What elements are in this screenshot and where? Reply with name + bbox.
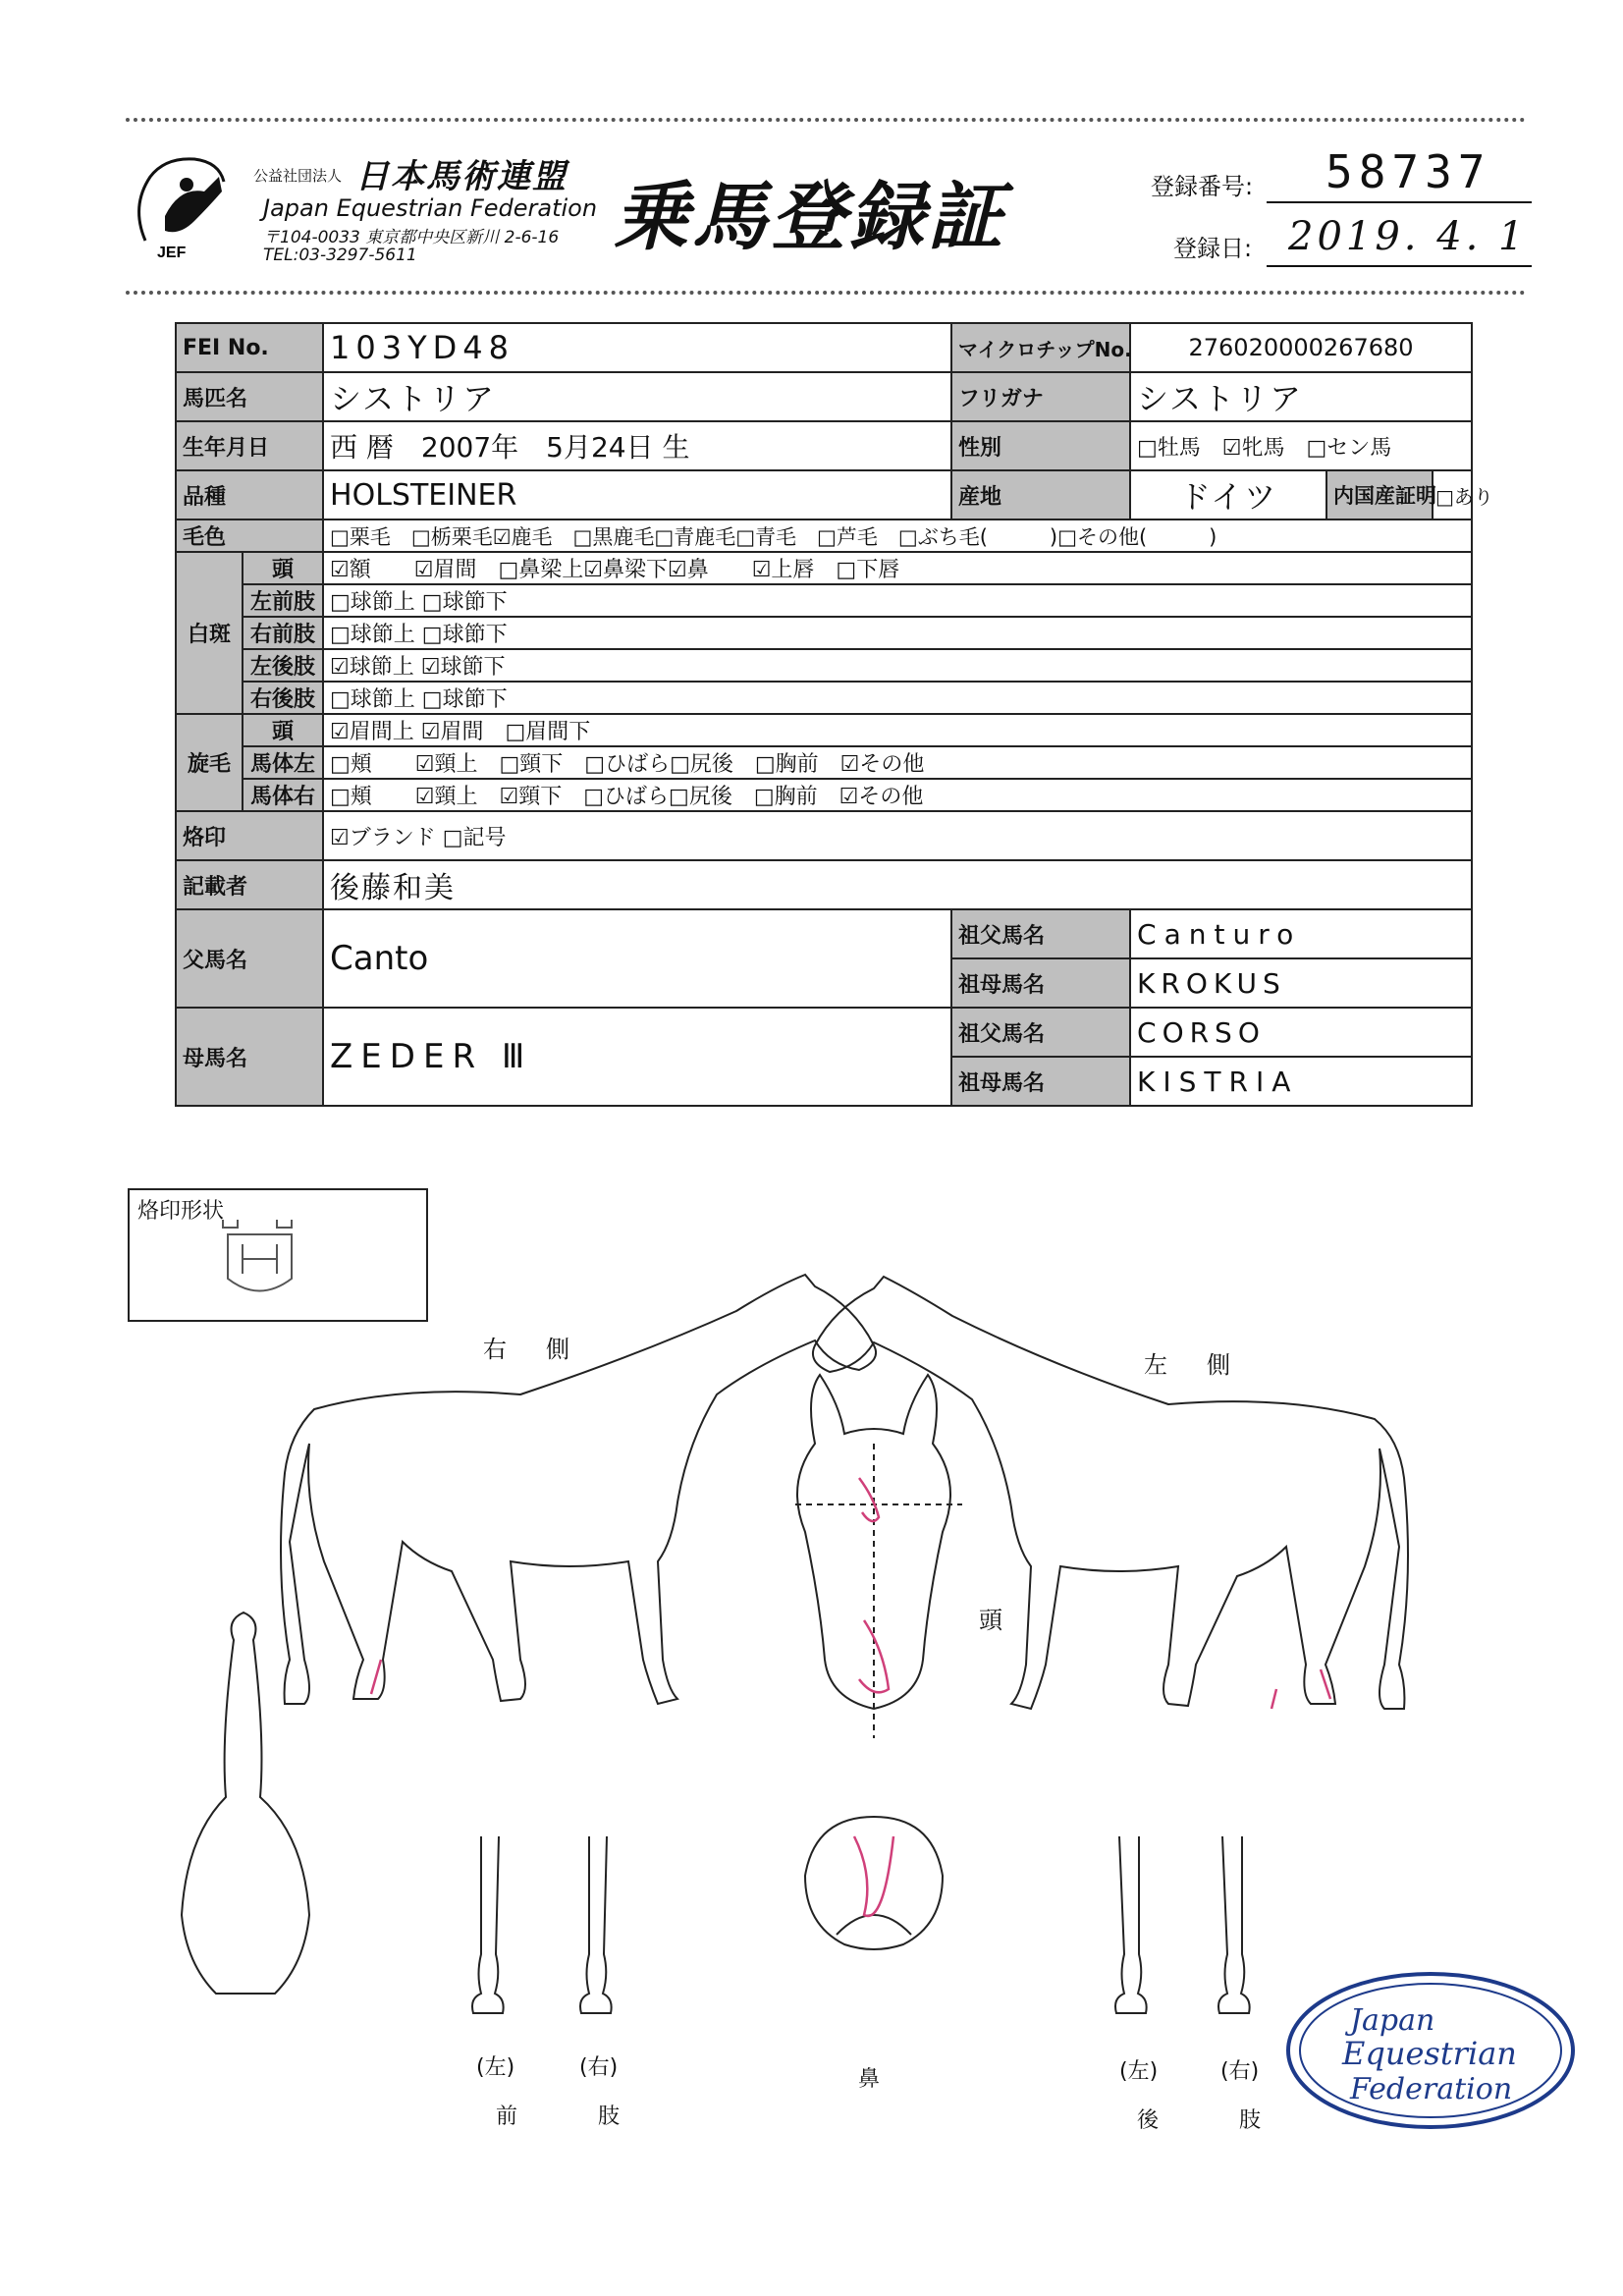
white-part-right-hind: 右後肢 <box>243 682 323 714</box>
org-tel: TEL:03-3297-5611 <box>263 246 417 265</box>
fore-right-leg-outline <box>580 1836 612 2013</box>
white-value-left-hind: ☑球節上 ☑球節下 <box>323 649 1472 682</box>
seal-line-1: Japan <box>1350 2003 1435 2038</box>
granddam-1-value: KROKUS <box>1130 958 1472 1008</box>
reg-date-underline <box>1267 265 1532 267</box>
birth-label: 生年月日 <box>176 421 323 470</box>
furigana-label: フリガナ <box>951 372 1130 421</box>
white-part-right-fore: 右前肢 <box>243 617 323 649</box>
grandsire-1-label: 祖父馬名 <box>951 909 1130 958</box>
white-value-head: ☑額 ☑眉間 □鼻梁上☑鼻梁下☑鼻 ☑上唇 □下唇 <box>323 552 1472 584</box>
whorl-value-left-body: □頬 ☑頸上 □頸下 □ひばら□尻後 □胸前 ☑その他 <box>323 746 1472 779</box>
whorl-label: 旋毛 <box>176 714 243 811</box>
grandsire-2-label: 祖父馬名 <box>951 1008 1130 1057</box>
org-address: 〒104-0033 東京都中央区新川 2-6-16 <box>263 228 560 247</box>
coat-value: □栗毛 □栃栗毛☑鹿毛 □黒鹿毛□青鹿毛□青毛 □芦毛 □ぶち毛( )□その他( ) <box>323 519 1472 552</box>
grandsire-1-value: Canturo <box>1130 909 1472 958</box>
dam-value: ZEDER Ⅲ <box>323 1008 951 1106</box>
hind-left-leg-outline <box>1115 1836 1147 2013</box>
seal-line-2: Equestrian <box>1342 2035 1517 2072</box>
sire-label: 父馬名 <box>176 909 323 1008</box>
sire-value: Canto <box>323 909 951 1008</box>
domestic-value: □あり <box>1433 470 1472 519</box>
white-part-left-hind: 左後肢 <box>243 649 323 682</box>
fore-limb-label: 前 肢 <box>496 2105 650 2129</box>
reg-date-label: 登録日: <box>1173 235 1253 262</box>
left-side-label: 左側 <box>1144 1351 1270 1379</box>
origin-label: 産地 <box>951 470 1130 519</box>
white-part-head: 頭 <box>243 552 323 584</box>
chip-value: 276020000267680 <box>1130 323 1472 372</box>
grandsire-2-value: CORSO <box>1130 1008 1472 1057</box>
fore-left-label: (左) <box>476 2055 515 2080</box>
reg-date-value: 2019. 4. 1 <box>1288 214 1528 259</box>
writer-label: 記載者 <box>176 860 323 909</box>
birth-value: 西 暦 2007年 5月24日 生 <box>323 421 951 470</box>
name-label: 馬匹名 <box>176 372 323 421</box>
hind-limb-label: 後 肢 <box>1137 2108 1291 2133</box>
furigana-value: シストリア <box>1130 372 1472 421</box>
granddam-2-label: 祖母馬名 <box>951 1057 1130 1106</box>
hind-right-label: (右) <box>1220 2059 1260 2084</box>
white-marking-label: 白斑 <box>176 552 243 714</box>
white-part-left-fore: 左前肢 <box>243 584 323 617</box>
org-english-name: Japan Equestrian Federation <box>263 194 598 222</box>
nose-outline <box>805 1817 943 1949</box>
origin-value: ドイツ <box>1130 470 1326 519</box>
sex-value: □牡馬 ☑牝馬 □セン馬 <box>1130 421 1472 470</box>
whorl-part-head: 頭 <box>243 714 323 746</box>
coat-label: 毛色 <box>176 519 323 552</box>
whorl-value-right-body: □頬 ☑頸上 ☑頸下 □ひばら□尻後 □胸前 ☑その他 <box>323 779 1472 811</box>
seal-line-3: Federation <box>1350 2072 1513 2106</box>
domestic-label: 内国産証明 <box>1326 470 1433 519</box>
fore-right-label: (右) <box>579 2055 619 2080</box>
left-side-horse-outline <box>813 1277 1408 1709</box>
fei-label: FEI No. <box>176 323 323 372</box>
top-dotted-line <box>126 118 1526 122</box>
hind-left-label: (左) <box>1119 2059 1159 2084</box>
sex-label: 性別 <box>951 421 1130 470</box>
org-prefix: 公益社団法人 <box>253 167 343 185</box>
top-view-outline <box>182 1613 309 1994</box>
brand-shape-label: 烙印形状 <box>137 1199 225 1224</box>
writer-value: 後藤和美 <box>323 860 1472 909</box>
jef-logo-text: JEF <box>157 245 187 261</box>
granddam-2-value: KISTRIA <box>1130 1057 1472 1106</box>
org-name: 日本馬術連盟 <box>355 157 568 196</box>
jef-logo <box>126 147 234 265</box>
brand-label: 烙印 <box>176 811 323 860</box>
fore-left-leg-outline <box>472 1836 504 2013</box>
jef-seal <box>1281 1966 1581 2135</box>
whorl-part-right-body: 馬体右 <box>243 779 323 811</box>
brand-value: ☑ブランド □記号 <box>323 811 1472 860</box>
registration-table <box>175 322 1493 1107</box>
whorl-part-left-body: 馬体左 <box>243 746 323 779</box>
reg-no-underline <box>1267 201 1532 203</box>
white-value-left-fore: □球節上 □球節下 <box>323 584 1472 617</box>
reg-no-value: 58737 <box>1325 145 1491 198</box>
head-label: 頭 <box>979 1607 1042 1634</box>
header-dotted-line <box>126 291 1526 295</box>
breed-value: HOLSTEINER <box>323 470 951 519</box>
granddam-1-label: 祖母馬名 <box>951 958 1130 1008</box>
fei-value: 103YD48 <box>323 323 951 372</box>
page-title: 乗馬登録証 <box>614 173 1006 260</box>
white-value-right-fore: □球節上 □球節下 <box>323 617 1472 649</box>
right-side-label: 右側 <box>483 1336 609 1363</box>
breed-label: 品種 <box>176 470 323 519</box>
white-marking-strokes <box>371 1478 1330 1916</box>
reg-no-label: 登録番号: <box>1151 173 1254 200</box>
white-value-right-hind: □球節上 □球節下 <box>323 682 1472 714</box>
chip-label: マイクロチップNo. <box>951 323 1130 372</box>
nose-label: 鼻 <box>858 2067 881 2092</box>
dam-label: 母馬名 <box>176 1008 323 1106</box>
whorl-value-head: ☑眉間上 ☑眉間 □眉間下 <box>323 714 1472 746</box>
hind-right-leg-outline <box>1218 1836 1250 2013</box>
name-value: シストリア <box>323 372 951 421</box>
